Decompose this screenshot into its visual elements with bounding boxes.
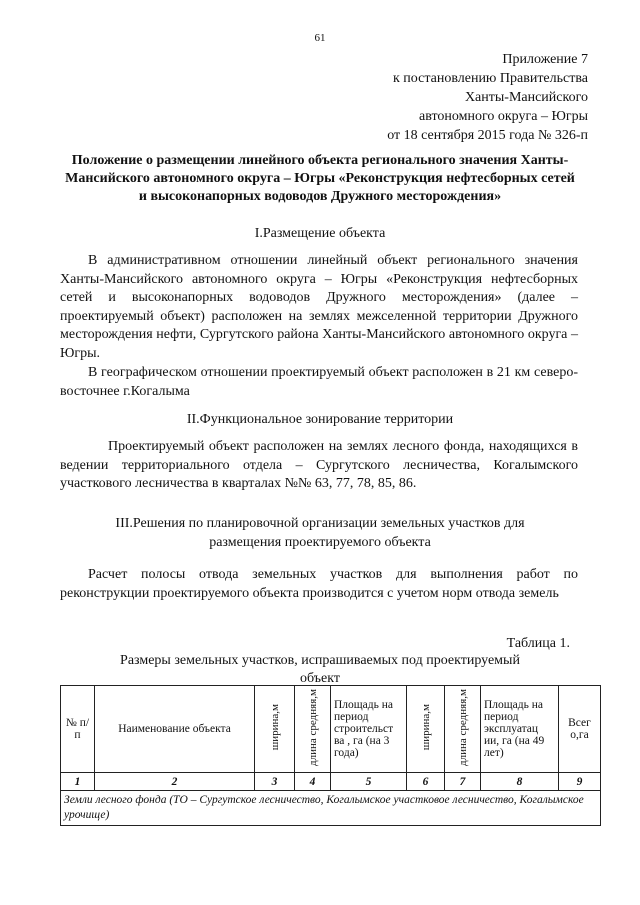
number-cell: 4 (295, 773, 331, 791)
appendix-line: автономного округа – Югры (419, 109, 588, 124)
header-cell: Всег о,га (559, 686, 601, 773)
appendix-line: от 18 сентября 2015 года № 326-п (387, 128, 588, 143)
header-cell (255, 686, 295, 773)
land-plots-table (60, 685, 601, 826)
section1-paragraph2: В географическом отношении проектируемый объект расположен в 21 км северо-восточнее г.Когалыма (60, 365, 578, 399)
number-cell: 1 (61, 773, 95, 791)
header-cell (295, 686, 331, 773)
table-title: Размеры земельных участков, испрашиваемых под проектируемый объект (120, 653, 520, 686)
table-header-row (61, 686, 601, 773)
section3-heading-line: размещения проектируемого объекта (209, 535, 431, 550)
number-cell: 2 (95, 773, 255, 791)
number-cell: 5 (331, 773, 407, 791)
page-number: 61 (314, 32, 326, 44)
header-cell: Площадь на период строительст ва , га (на 3 года) (331, 686, 407, 773)
number-cell: 8 (481, 773, 559, 791)
table-note-cell: Земли лесного фонда (ТО – Сургутское лесничество, Когалымское участковое лесничество, Когалымское урочище) (61, 791, 601, 826)
section-heading-2: II.Функциональное зонирование территории (186, 412, 454, 427)
appendix-line: к постановлению Правительства (392, 71, 588, 86)
header-vertical-text: ширина,м (268, 704, 281, 751)
number-cell: 9 (559, 773, 601, 791)
header-cell: № п/п (61, 686, 95, 773)
section-heading-3 (60, 514, 580, 552)
header-cell: Площадь на период эксплуатац ии, га (на 49 лет) (481, 686, 559, 773)
header-cell (407, 686, 445, 773)
header-vertical-text: ширина,м (419, 704, 432, 751)
header-vertical-text: длина средняя,м (456, 689, 469, 766)
appendix-line: Ханты-Мансийского (464, 90, 588, 105)
section3-paragraph1: Расчет полосы отвода земельных участков для выполнения работ по реконструкции проектируемого объекта производится с учетом норм отвода земель (60, 567, 578, 601)
document-title: Положение о размещении линейного объекта регионального значения Ханты-Мансийского автономного округа – Югры «Реконструкция нефтесборных сетей и высоконапорных водоводов Дружного месторождения» (65, 153, 575, 204)
number-cell: 3 (255, 773, 295, 791)
section1-paragraph1: В административном отношении линейный объект регионального значения Ханты-Мансийского автономного округа – Югры «Реконструкция нефтесборных сетей и высоконапорных водоводов Дружного месторождения» (далее – проектируемый объект) расположен на землях межселенной территории Дружного месторождения нефти, Сургутского района Ханты-Мансийского автономного округа – Югры. (60, 253, 578, 361)
header-cell: Наименование объекта (95, 686, 255, 773)
table-caption: Таблица 1. (506, 636, 570, 651)
number-cell: 6 (407, 773, 445, 791)
appendix-line: Приложение 7 (502, 52, 588, 67)
table-note-row (61, 791, 601, 826)
header-vertical-text: длина средняя,м (306, 689, 319, 766)
section-heading-1: I.Размещение объекта (254, 226, 386, 241)
appendix-block (268, 50, 588, 145)
section3-heading-line: III.Решения по планировочной организации земельных участков для (115, 516, 525, 531)
header-cell (445, 686, 481, 773)
section2-paragraph1: Проектируемый объект расположен на землях лесного фонда, находящихся в ведении территориального отдела – Сургутского лесничества, Когалымского участкового лесничества в кварталах №№ 63, 77, 78, 85, 86. (60, 439, 578, 492)
number-cell: 7 (445, 773, 481, 791)
table-number-row (61, 773, 601, 791)
